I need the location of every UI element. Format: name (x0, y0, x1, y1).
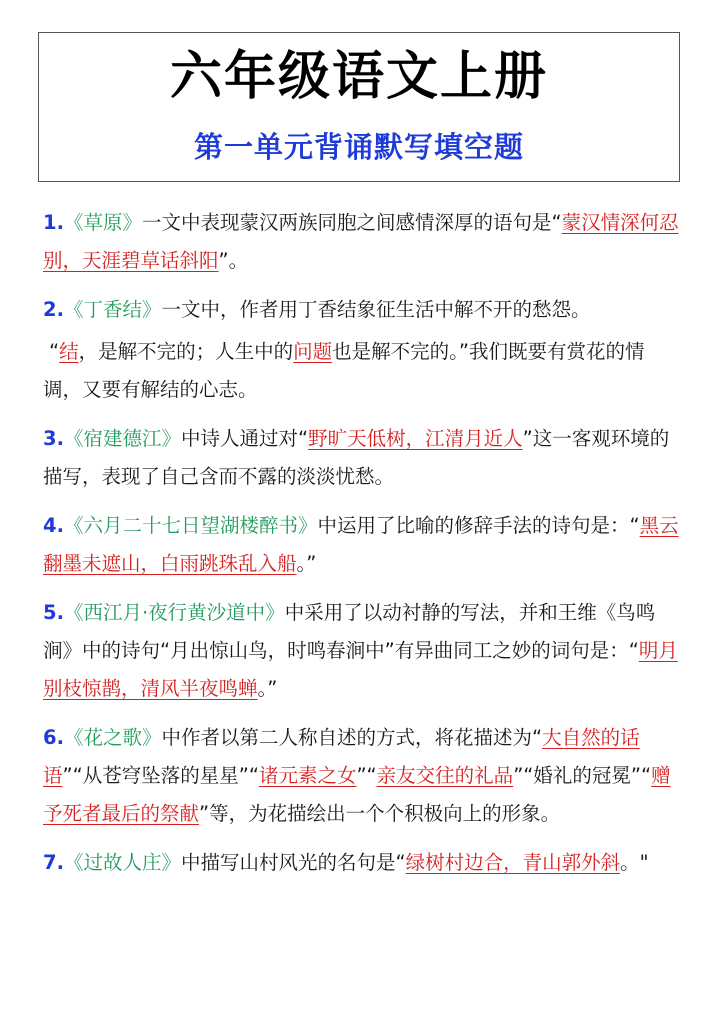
title-box (38, 32, 680, 182)
answer: 野旷天低树，江清月近人 (308, 427, 523, 450)
question-number: 2. (43, 298, 64, 321)
question-7 (43, 844, 679, 882)
question-number: 7. (43, 851, 64, 874)
question-text: ”。 (218, 249, 249, 272)
book-title: 《草原》 (63, 211, 142, 234)
book-title: 《西江月·夜行黄沙道中》 (63, 601, 285, 624)
answer: 黑云翻墨未遮山，白雨跳珠乱入船 (43, 514, 679, 575)
question-2 (43, 291, 679, 329)
question-text: 。" (620, 851, 649, 874)
answer: 明月别枝惊鹊，清风半夜鸣蝉 (43, 639, 678, 700)
question-text: ，是解不完的；人生中的 (78, 340, 294, 363)
page-subtitle: 第一单元背诵默写填空题 (193, 130, 524, 164)
book-title: 《丁香结》 (63, 298, 162, 321)
book-title: 《六月二十七日望湖楼醉书》 (63, 514, 318, 537)
question-text: 。” (257, 677, 278, 700)
question-text: 一文中，作者用丁香结象征生活中解不开的愁怨。 (161, 298, 591, 321)
question-5 (43, 594, 679, 708)
question-text: ”“从苍穹坠落的星星”“ (62, 764, 259, 787)
question-4 (43, 507, 679, 583)
question-text: ”“ (356, 764, 377, 787)
book-title: 《宿建德江》 (63, 427, 181, 450)
question-number: 6. (43, 726, 64, 749)
answer: 绿树村边合，青山郭外斜 (405, 851, 621, 874)
question-text: ”“婚礼的冠冕”“ (513, 764, 652, 787)
question-number: 4. (43, 514, 64, 537)
answer: 亲友交往的礼品 (376, 764, 514, 787)
question-text: 中运用了比喻的修辞手法的诗句是：“ (317, 514, 640, 537)
question-text: 中作者以第二人称自述的方式，将花描述为“ (161, 726, 543, 749)
answer: 大自然的话语 (43, 726, 640, 787)
answer: 问题 (293, 340, 333, 363)
page-title: 六年级语文上册 (169, 46, 548, 107)
answer: 赠予死者最后的祭献 (43, 764, 671, 825)
question-list (43, 204, 679, 893)
question-6 (43, 719, 679, 833)
question-text: 也是解不完的。”我们既要有赏花的情调，又要有解结的心志。 (43, 340, 645, 401)
question-text: 中描写山村风光的名句是“ (181, 851, 406, 874)
question-3 (43, 420, 679, 496)
question-text: 中诗人通过对“ (181, 427, 309, 450)
answer: 诸元素之女 (258, 764, 357, 787)
question-text: ”等，为花描绘出一个个积极向上的形象。 (199, 802, 561, 825)
question-text: 。” (296, 552, 317, 575)
question-text: 一文中表现蒙汉两族同胞之间感情深厚的语句是“ (142, 211, 562, 234)
answer: 蒙汉情深何忍别，天涯碧草话斜阳 (43, 211, 679, 272)
book-title: 《过故人庄》 (63, 851, 181, 874)
question-2-continued (43, 333, 679, 409)
question-1 (43, 204, 679, 280)
book-title: 《花之歌》 (63, 726, 162, 749)
answer: 结 (59, 340, 79, 363)
question-number: 3. (43, 427, 64, 450)
question-number: 5. (43, 601, 64, 624)
question-number: 1. (43, 211, 64, 234)
question-text: 中采用了以动衬静的写法，并和王维《鸟鸣涧》中的诗句“月出惊山鸟，时鸣春涧中”有异曲同工之妙的词句是：“ (43, 601, 656, 662)
question-text: ”这一客观环境的描写，表现了自己含而不露的淡淡忧愁。 (43, 427, 670, 488)
question-text: “ (49, 340, 60, 363)
